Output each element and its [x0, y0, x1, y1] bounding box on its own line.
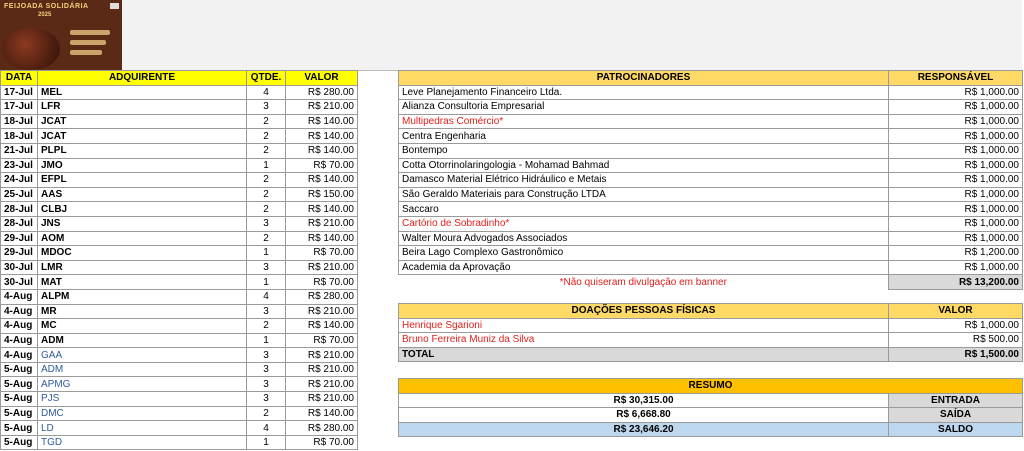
sponsor-value: R$ 1,000.00 — [889, 231, 1023, 246]
sponsor-row — [399, 143, 1023, 158]
sales-value: R$ 70.00 — [286, 275, 358, 290]
sales-row — [1, 260, 358, 275]
sales-qty: 3 — [247, 216, 286, 231]
sales-value: R$ 210.00 — [286, 304, 358, 319]
sponsor-name: Multipedras Comércio* — [399, 114, 889, 129]
sales-date: 29-Jul — [1, 246, 38, 261]
sales-date: 5-Aug — [1, 421, 38, 436]
sponsor-row — [399, 260, 1023, 275]
sales-value: R$ 70.00 — [286, 435, 358, 450]
sales-value: R$ 140.00 — [286, 406, 358, 421]
sponsor-name: Walter Moura Advogados Associados — [399, 231, 889, 246]
sales-value: R$ 280.00 — [286, 85, 358, 100]
sales-date: 4-Aug — [1, 304, 38, 319]
summary-row-expense — [399, 408, 1023, 423]
event-banner — [0, 0, 122, 70]
banner-info-bar — [70, 40, 106, 45]
sales-row — [1, 246, 358, 261]
col-header-donation-value: VALOR — [889, 304, 1023, 319]
sales-value: R$ 280.00 — [286, 289, 358, 304]
sales-value: R$ 140.00 — [286, 173, 358, 188]
donation-row — [399, 333, 1023, 348]
summary-row-income — [399, 393, 1023, 408]
banner-title: FEIJOADA SOLIDÁRIA — [4, 3, 89, 10]
sales-buyer: GAA — [38, 348, 247, 363]
sales-qty: 1 — [247, 333, 286, 348]
sponsor-row — [399, 202, 1023, 217]
donation-total-row — [399, 347, 1023, 362]
sponsor-name: Beira Lago Complexo Gastronômico — [399, 246, 889, 261]
sales-date: 5-Aug — [1, 392, 38, 407]
sponsor-row — [399, 173, 1023, 188]
sponsor-row — [399, 246, 1023, 261]
sales-row — [1, 143, 358, 158]
sales-row — [1, 435, 358, 450]
sponsor-value: R$ 1,000.00 — [889, 260, 1023, 275]
sponsor-value: R$ 1,000.00 — [889, 129, 1023, 144]
col-header-responsible: RESPONSÁVEL — [889, 71, 1023, 86]
sales-buyer: MR — [38, 304, 247, 319]
sales-row — [1, 275, 358, 290]
sales-qty: 3 — [247, 362, 286, 377]
sales-qty: 3 — [247, 304, 286, 319]
sales-value: R$ 210.00 — [286, 216, 358, 231]
sales-row — [1, 129, 358, 144]
sponsor-value: R$ 1,000.00 — [889, 114, 1023, 129]
sales-buyer: JMO — [38, 158, 247, 173]
sales-buyer: MAT — [38, 275, 247, 290]
sales-qty: 1 — [247, 275, 286, 290]
sponsor-name: São Geraldo Materiais para Construção LTDA — [399, 187, 889, 202]
summary-header: RESUMO — [399, 379, 1023, 394]
sales-date: 28-Jul — [1, 202, 38, 217]
sponsor-row — [399, 231, 1023, 246]
sponsor-row — [399, 100, 1023, 115]
sales-qty: 2 — [247, 143, 286, 158]
sales-qty: 1 — [247, 246, 286, 261]
summary-expense-value: R$ 6,668.80 — [399, 408, 889, 423]
sales-qty: 4 — [247, 421, 286, 436]
sales-qty: 2 — [247, 114, 286, 129]
sales-date: 24-Jul — [1, 173, 38, 188]
sales-value: R$ 210.00 — [286, 377, 358, 392]
sales-buyer: ADM — [38, 333, 247, 348]
sales-buyer: ADM — [38, 362, 247, 377]
sales-buyer: TGD — [38, 435, 247, 450]
sponsor-value: R$ 1,000.00 — [889, 202, 1023, 217]
sales-value: R$ 210.00 — [286, 392, 358, 407]
sales-date: 18-Jul — [1, 129, 38, 144]
sales-qty: 3 — [247, 100, 286, 115]
sales-table — [0, 70, 358, 450]
sales-buyer: ALPM — [38, 289, 247, 304]
sales-row — [1, 114, 358, 129]
col-header-donations: DOAÇÕES PESSOAS FÍSICAS — [399, 304, 889, 319]
sponsor-value: R$ 1,000.00 — [889, 158, 1023, 173]
sponsor-row — [399, 187, 1023, 202]
sales-buyer: AAS — [38, 187, 247, 202]
sales-qty: 2 — [247, 173, 286, 188]
feijoada-pot-image — [2, 28, 60, 70]
sales-date: 18-Jul — [1, 114, 38, 129]
summary-expense-label: SAÍDA — [889, 408, 1023, 423]
donation-total-value: R$ 1,500.00 — [889, 347, 1023, 362]
sales-buyer: APMG — [38, 377, 247, 392]
donor-value: R$ 500.00 — [889, 333, 1023, 348]
sales-date: 21-Jul — [1, 143, 38, 158]
sales-date: 4-Aug — [1, 289, 38, 304]
sales-value: R$ 210.00 — [286, 362, 358, 377]
banner-logo — [110, 3, 119, 9]
col-header-sponsors: PATROCINADORES — [399, 71, 889, 86]
summary-income-value: R$ 30,315.00 — [399, 393, 889, 408]
banner-info-bar — [70, 50, 102, 55]
sales-buyer: PLPL — [38, 143, 247, 158]
sales-date: 5-Aug — [1, 406, 38, 421]
summary-income-label: ENTRADA — [889, 393, 1023, 408]
sales-row — [1, 319, 358, 334]
sales-buyer: LMR — [38, 260, 247, 275]
sales-value: R$ 140.00 — [286, 129, 358, 144]
sales-buyer: JNS — [38, 216, 247, 231]
sales-row — [1, 362, 358, 377]
donations-table — [398, 303, 1023, 362]
sales-qty: 1 — [247, 435, 286, 450]
sponsor-value: R$ 1,200.00 — [889, 246, 1023, 261]
sales-qty: 2 — [247, 406, 286, 421]
sales-value: R$ 140.00 — [286, 231, 358, 246]
sponsor-name: Centra Engenharia — [399, 129, 889, 144]
sales-date: 5-Aug — [1, 435, 38, 450]
sales-row — [1, 231, 358, 246]
sales-value: R$ 70.00 — [286, 158, 358, 173]
sales-date: 17-Jul — [1, 100, 38, 115]
sponsors-total: R$ 13,200.00 — [889, 275, 1023, 290]
sponsor-row — [399, 216, 1023, 231]
sponsor-name: Cotta Otorrinolaringologia - Mohamad Bahmad — [399, 158, 889, 173]
sales-value: R$ 210.00 — [286, 260, 358, 275]
sales-qty: 3 — [247, 392, 286, 407]
sales-row — [1, 173, 358, 188]
sponsor-value: R$ 1,000.00 — [889, 173, 1023, 188]
sponsor-value: R$ 1,000.00 — [889, 187, 1023, 202]
sales-row — [1, 377, 358, 392]
sponsor-value: R$ 1,000.00 — [889, 216, 1023, 231]
sales-row — [1, 187, 358, 202]
sales-buyer: LD — [38, 421, 247, 436]
sales-buyer: JCAT — [38, 114, 247, 129]
sales-date: 30-Jul — [1, 260, 38, 275]
sales-date: 23-Jul — [1, 158, 38, 173]
col-header-qty: QTDE. — [247, 71, 286, 86]
summary-balance-value: R$ 23,646.20 — [399, 422, 889, 437]
sales-qty: 2 — [247, 319, 286, 334]
sponsor-name: Damasco Material Elétrico Hidráulico e Metais — [399, 173, 889, 188]
sales-buyer: PJS — [38, 392, 247, 407]
sales-buyer: DMC — [38, 406, 247, 421]
sales-buyer: EFPL — [38, 173, 247, 188]
sales-row — [1, 392, 358, 407]
sales-qty: 3 — [247, 348, 286, 363]
sales-value: R$ 280.00 — [286, 421, 358, 436]
sponsor-value: R$ 1,000.00 — [889, 100, 1023, 115]
sponsor-row — [399, 129, 1023, 144]
sales-qty: 2 — [247, 129, 286, 144]
sales-row — [1, 348, 358, 363]
sales-row — [1, 289, 358, 304]
donor-value: R$ 1,000.00 — [889, 318, 1023, 333]
sponsor-name: Alianza Consultoria Empresarial — [399, 100, 889, 115]
sales-value: R$ 70.00 — [286, 246, 358, 261]
sales-qty: 4 — [247, 85, 286, 100]
sales-row — [1, 333, 358, 348]
sales-row — [1, 421, 358, 436]
donor-name: Henrique Sgarioni — [399, 318, 889, 333]
sales-qty: 4 — [247, 289, 286, 304]
summary-row-balance — [399, 422, 1023, 437]
sales-row — [1, 406, 358, 421]
sales-date: 25-Jul — [1, 187, 38, 202]
sales-value: R$ 150.00 — [286, 187, 358, 202]
sales-row — [1, 158, 358, 173]
sales-date: 4-Aug — [1, 333, 38, 348]
sales-date: 30-Jul — [1, 275, 38, 290]
sponsor-row — [399, 158, 1023, 173]
sponsor-value: R$ 1,000.00 — [889, 143, 1023, 158]
sales-value: R$ 140.00 — [286, 114, 358, 129]
sales-buyer: MDOC — [38, 246, 247, 261]
sales-date: 5-Aug — [1, 377, 38, 392]
sales-value: R$ 140.00 — [286, 143, 358, 158]
sponsor-name: Leve Planejamento Financeiro Ltda. — [399, 85, 889, 100]
sales-date: 4-Aug — [1, 348, 38, 363]
sales-qty: 2 — [247, 202, 286, 217]
sponsor-value: R$ 1,000.00 — [889, 85, 1023, 100]
donation-row — [399, 318, 1023, 333]
sales-buyer: MEL — [38, 85, 247, 100]
sales-row — [1, 100, 358, 115]
sales-date: 28-Jul — [1, 216, 38, 231]
sales-value: R$ 140.00 — [286, 319, 358, 334]
summary-table — [398, 378, 1023, 437]
donation-total-label: TOTAL — [399, 347, 889, 362]
sales-date: 4-Aug — [1, 319, 38, 334]
sales-buyer: MC — [38, 319, 247, 334]
sales-qty: 1 — [247, 158, 286, 173]
sponsor-name: Academia da Aprovação — [399, 260, 889, 275]
col-header-date: DATA — [1, 71, 38, 86]
sponsor-name: Cartório de Sobradinho* — [399, 216, 889, 231]
sales-date: 29-Jul — [1, 231, 38, 246]
sales-buyer: CLBJ — [38, 202, 247, 217]
sales-value: R$ 140.00 — [286, 202, 358, 217]
sales-buyer: AOM — [38, 231, 247, 246]
banner-year: 2025 — [38, 12, 52, 18]
donor-name: Bruno Ferreira Muniz da Silva — [399, 333, 889, 348]
sales-row — [1, 202, 358, 217]
sponsor-name: Saccaro — [399, 202, 889, 217]
sales-date: 17-Jul — [1, 85, 38, 100]
sales-row — [1, 304, 358, 319]
sales-buyer: JCAT — [38, 129, 247, 144]
sales-value: R$ 70.00 — [286, 333, 358, 348]
sales-qty: 2 — [247, 231, 286, 246]
sales-qty: 2 — [247, 187, 286, 202]
sponsors-table — [398, 70, 1023, 290]
sales-buyer: LFR — [38, 100, 247, 115]
sponsor-row — [399, 114, 1023, 129]
sales-row — [1, 216, 358, 231]
sponsor-name: Bontempo — [399, 143, 889, 158]
banner-info-bar — [70, 30, 110, 35]
sponsor-row — [399, 85, 1023, 100]
sponsors-note: *Não quiseram divulgação em banner — [559, 276, 727, 288]
col-header-buyer: ADQUIRENTE — [38, 71, 247, 86]
sales-qty: 3 — [247, 260, 286, 275]
sales-qty: 3 — [247, 377, 286, 392]
sales-row — [1, 85, 358, 100]
sales-value: R$ 210.00 — [286, 100, 358, 115]
header-area — [122, 0, 1022, 71]
col-header-value: VALOR — [286, 71, 358, 86]
sales-date: 5-Aug — [1, 362, 38, 377]
summary-balance-label: SALDO — [889, 422, 1023, 437]
sales-value: R$ 210.00 — [286, 348, 358, 363]
